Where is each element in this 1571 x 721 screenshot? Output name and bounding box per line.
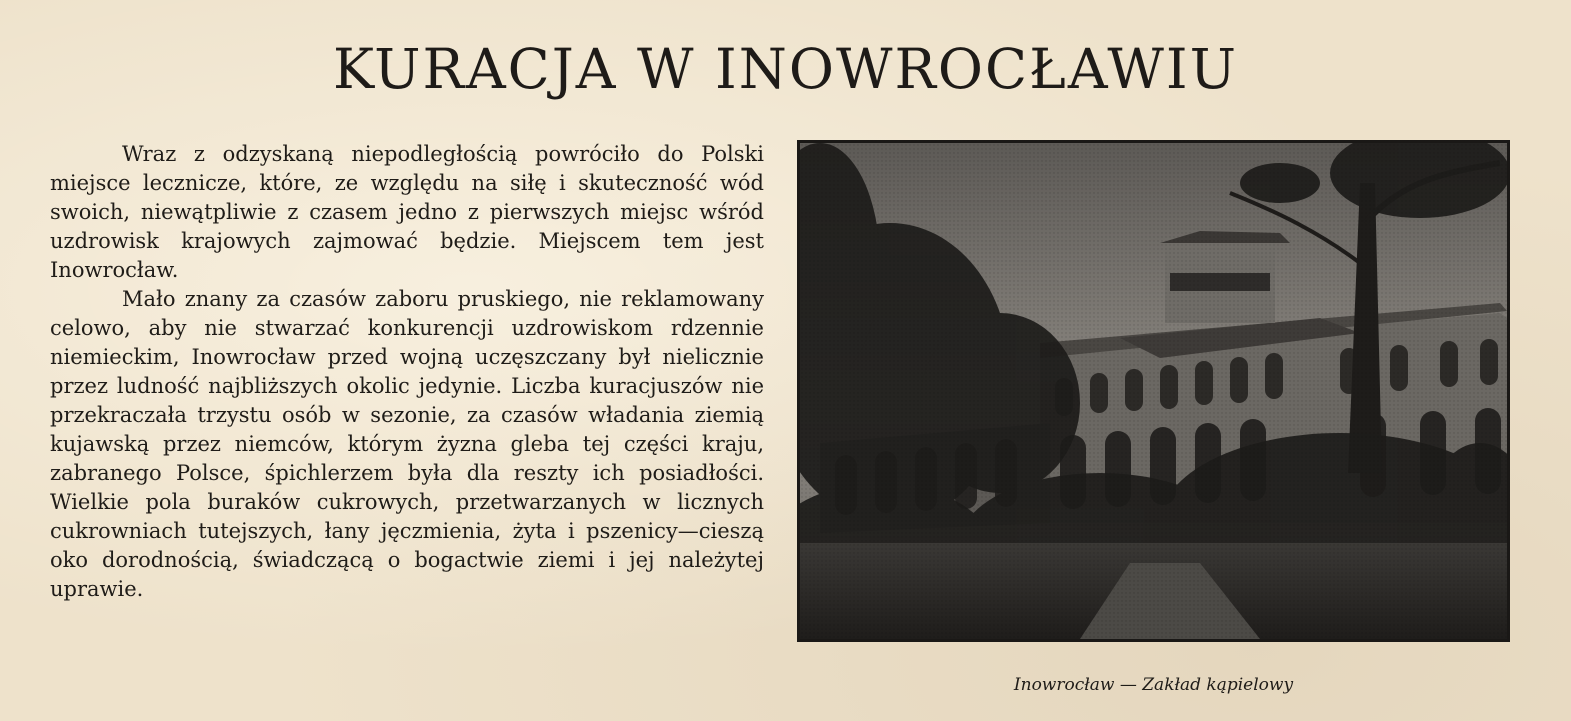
photo-illustration xyxy=(800,143,1507,639)
article-paragraph-2: Mało znany za czasów zaboru pruskiego, nie reklamowany celowo, aby nie stwarzać konkurencji uzdrowiskom rdzennie niemieckim, Inowrocław przed wojną uczęszczany był nielicznie przez ludność najbliższych okolic jedynie. Liczba kuracjuszów nie przekraczała trzystu osób w sezonie, za czasów władania ziemią kujawską przez niemców, którym żyzna gleba tej części kraju, zabranego Polsce, śpichlerzem była dla reszty ich posiadłości. Wielkie pola buraków cukrowych, przetwarzanych w licznych cukrowniach tutejszych, łany jęczmienia, żyta i pszenicy—cieszą oko dorodnością, świadczącą o bogactwie ziemi i jej należytej uprawie. xyxy=(50,287,764,601)
bath-house-photo xyxy=(797,140,1510,642)
article-title: KURACJA W INOWROCŁAWIU xyxy=(333,37,1238,101)
photo-caption: Inowrocław — Zakład kąpielowy xyxy=(1013,675,1294,695)
article-body xyxy=(50,140,764,604)
article-paragraph-1: Wraz z odzyskaną niepodległością powróciło do Polski miejsce lecznicze, które, ze względu na siłę i skuteczność wód swoich, niewątpliwie z czasem jedno z pierwszych miejsc wśród uzdrowisk krajowych zajmować będzie. Miejscem tem jest Inowrocław. xyxy=(50,142,764,282)
